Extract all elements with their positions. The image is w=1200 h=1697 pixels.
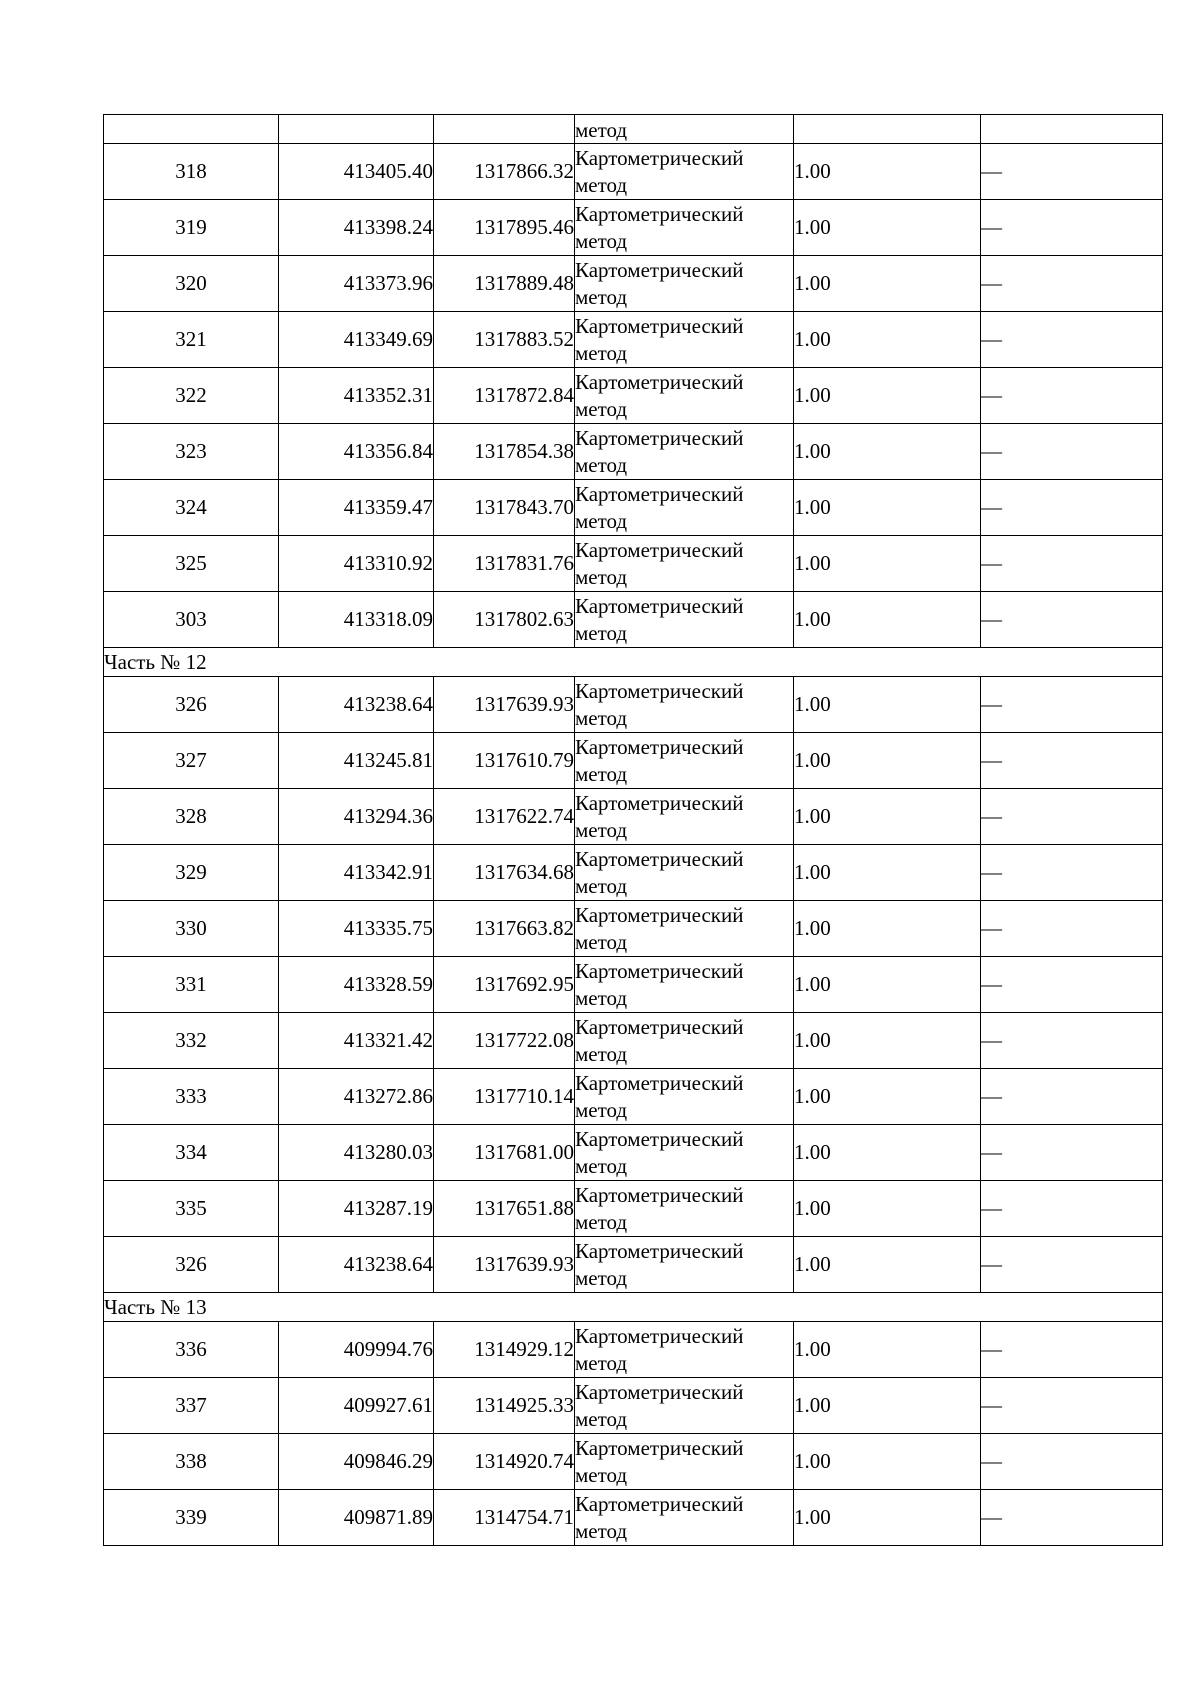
table-row <box>104 312 1163 368</box>
y-coordinate-cell: 1317889.48 <box>434 256 575 312</box>
method-cell <box>575 480 794 536</box>
accuracy-cell: 1.00 <box>794 1069 981 1125</box>
method-cell <box>575 1434 794 1490</box>
method-cell <box>575 789 794 845</box>
accuracy-cell: 1.00 <box>794 845 981 901</box>
point-number-cell: 323 <box>104 424 279 480</box>
y-coordinate-cell <box>434 115 575 144</box>
method-line-1: Картометрический <box>575 1070 744 1095</box>
method-line-2: метод <box>575 1153 628 1178</box>
method-cell <box>575 256 794 312</box>
x-coordinate-cell: 413287.19 <box>279 1181 434 1237</box>
y-coordinate-cell: 1314925.33 <box>434 1378 575 1434</box>
method-line-2: метод <box>575 508 628 533</box>
method-line-2: метод <box>575 284 628 309</box>
method-cell <box>575 144 794 200</box>
accuracy-cell: 1.00 <box>794 592 981 648</box>
accuracy-cell: 1.00 <box>794 200 981 256</box>
point-number-cell: 329 <box>104 845 279 901</box>
x-coordinate-cell: 409871.89 <box>279 1490 434 1546</box>
description-cell: — <box>981 368 1163 424</box>
table-row <box>104 1378 1163 1434</box>
description-cell: — <box>981 592 1163 648</box>
point-number-cell: 338 <box>104 1434 279 1490</box>
x-coordinate-cell: 413342.91 <box>279 845 434 901</box>
table-row <box>104 536 1163 592</box>
method-line-2: метод <box>575 929 628 954</box>
table-row <box>104 1434 1163 1490</box>
method-cell <box>575 733 794 789</box>
table-row <box>104 733 1163 789</box>
accuracy-cell: 1.00 <box>794 1490 981 1546</box>
accuracy-cell: 1.00 <box>794 144 981 200</box>
method-line-1: Картометрический <box>575 1014 744 1039</box>
method-cell <box>575 1125 794 1181</box>
point-number-cell: 331 <box>104 957 279 1013</box>
table-row <box>104 1069 1163 1125</box>
accuracy-cell: 1.00 <box>794 1434 981 1490</box>
y-coordinate-cell: 1317692.95 <box>434 957 575 1013</box>
x-coordinate-cell: 413335.75 <box>279 901 434 957</box>
description-cell: — <box>981 1125 1163 1181</box>
point-number-cell: 336 <box>104 1322 279 1378</box>
coordinates-table <box>103 114 1163 1546</box>
point-number-cell: 334 <box>104 1125 279 1181</box>
x-coordinate-cell: 409846.29 <box>279 1434 434 1490</box>
accuracy-cell: 1.00 <box>794 480 981 536</box>
accuracy-cell: 1.00 <box>794 789 981 845</box>
table-row <box>104 1237 1163 1293</box>
method-cell <box>575 1378 794 1434</box>
part-label: Часть № 13 <box>104 1293 1163 1322</box>
y-coordinate-cell: 1317710.14 <box>434 1069 575 1125</box>
y-coordinate-cell: 1317639.93 <box>434 1237 575 1293</box>
y-coordinate-cell: 1317722.08 <box>434 1013 575 1069</box>
x-coordinate-cell: 409927.61 <box>279 1378 434 1434</box>
method-cell <box>575 312 794 368</box>
y-coordinate-cell: 1314920.74 <box>434 1434 575 1490</box>
method-cell <box>575 368 794 424</box>
method-cell <box>575 424 794 480</box>
description-cell: — <box>981 480 1163 536</box>
method-line-1: Картометрический <box>575 1435 744 1460</box>
part-label: Часть № 12 <box>104 648 1163 677</box>
method-line-2: метод <box>575 340 628 365</box>
accuracy-cell: 1.00 <box>794 733 981 789</box>
description-cell: — <box>981 1490 1163 1546</box>
method-cell <box>575 677 794 733</box>
table-row <box>104 845 1163 901</box>
table-row <box>104 200 1163 256</box>
method-line-1: Картометрический <box>575 1126 744 1151</box>
x-coordinate-cell: 413321.42 <box>279 1013 434 1069</box>
y-coordinate-cell: 1317651.88 <box>434 1181 575 1237</box>
method-line-1: Картометрический <box>575 790 744 815</box>
x-coordinate-cell: 413280.03 <box>279 1125 434 1181</box>
table-row <box>104 1181 1163 1237</box>
method-line-1: Картометрический <box>575 1379 744 1404</box>
y-coordinate-cell: 1317802.63 <box>434 592 575 648</box>
y-coordinate-cell: 1317681.00 <box>434 1125 575 1181</box>
method-line-2: метод <box>575 396 628 421</box>
y-coordinate-cell: 1317883.52 <box>434 312 575 368</box>
x-coordinate-cell: 413356.84 <box>279 424 434 480</box>
table-row <box>104 677 1163 733</box>
x-coordinate-cell: 413328.59 <box>279 957 434 1013</box>
x-coordinate-cell: 413349.69 <box>279 312 434 368</box>
method-line-1: Картометрический <box>575 313 744 338</box>
point-number-cell: 318 <box>104 144 279 200</box>
x-coordinate-cell: 413272.86 <box>279 1069 434 1125</box>
point-number-cell: 322 <box>104 368 279 424</box>
method-line-1: Картометрический <box>575 257 744 282</box>
method-cell <box>575 536 794 592</box>
point-number-cell: 332 <box>104 1013 279 1069</box>
x-coordinate-cell: 413359.47 <box>279 480 434 536</box>
accuracy-cell: 1.00 <box>794 1322 981 1378</box>
point-number-cell: 330 <box>104 901 279 957</box>
description-cell: — <box>981 1434 1163 1490</box>
method-line-2: метод <box>575 705 628 730</box>
method-cell <box>575 901 794 957</box>
x-coordinate-cell: 413405.40 <box>279 144 434 200</box>
accuracy-cell: 1.00 <box>794 368 981 424</box>
method-cell <box>575 592 794 648</box>
x-coordinate-cell <box>279 115 434 144</box>
method-line-2: метод <box>575 761 628 786</box>
table-row <box>104 256 1163 312</box>
accuracy-cell: 1.00 <box>794 1013 981 1069</box>
method-line-2: метод <box>575 873 628 898</box>
y-coordinate-cell: 1317843.70 <box>434 480 575 536</box>
x-coordinate-cell: 413318.09 <box>279 592 434 648</box>
description-cell: — <box>981 536 1163 592</box>
accuracy-cell: 1.00 <box>794 1181 981 1237</box>
description-cell: — <box>981 200 1163 256</box>
method-line-2: метод <box>575 1265 628 1290</box>
description-cell: — <box>981 312 1163 368</box>
accuracy-cell <box>794 115 981 144</box>
method-line-1: Картометрический <box>575 1182 744 1207</box>
description-cell: — <box>981 1013 1163 1069</box>
method-line-2: метод <box>575 564 628 589</box>
method-line-1: Картометрический <box>575 537 744 562</box>
description-cell: — <box>981 1378 1163 1434</box>
method-line-2: метод <box>575 985 628 1010</box>
table-row <box>104 368 1163 424</box>
method-line-1: Картометрический <box>575 425 744 450</box>
x-coordinate-cell: 413238.64 <box>279 1237 434 1293</box>
method-line-2: метод <box>575 452 628 477</box>
method-line-2: метод <box>575 620 628 645</box>
description-cell: — <box>981 256 1163 312</box>
y-coordinate-cell: 1317634.68 <box>434 845 575 901</box>
accuracy-cell: 1.00 <box>794 957 981 1013</box>
method-line-1: Картометрический <box>575 593 744 618</box>
part-header-row <box>104 1293 1163 1322</box>
point-number-cell: 324 <box>104 480 279 536</box>
table-row <box>104 480 1163 536</box>
description-cell: — <box>981 733 1163 789</box>
point-number-cell: 325 <box>104 536 279 592</box>
method-line-2: метод <box>575 817 628 842</box>
description-cell: — <box>981 845 1163 901</box>
y-coordinate-cell: 1317663.82 <box>434 901 575 957</box>
method-line-1: Картометрический <box>575 201 744 226</box>
method-line-2: метод <box>575 1406 628 1431</box>
method-cell <box>575 200 794 256</box>
point-number-cell: 335 <box>104 1181 279 1237</box>
y-coordinate-cell: 1317872.84 <box>434 368 575 424</box>
accuracy-cell: 1.00 <box>794 1237 981 1293</box>
y-coordinate-cell: 1317831.76 <box>434 536 575 592</box>
x-coordinate-cell: 413352.31 <box>279 368 434 424</box>
description-cell: — <box>981 789 1163 845</box>
table-row <box>104 789 1163 845</box>
accuracy-cell: 1.00 <box>794 536 981 592</box>
method-cell <box>575 1013 794 1069</box>
point-number-cell: 320 <box>104 256 279 312</box>
point-number-cell: 321 <box>104 312 279 368</box>
x-coordinate-cell: 413398.24 <box>279 200 434 256</box>
point-number-cell: 326 <box>104 1237 279 1293</box>
method-cell: метод <box>575 115 794 144</box>
y-coordinate-cell: 1317639.93 <box>434 677 575 733</box>
method-line-1: Картометрический <box>575 846 744 871</box>
y-coordinate-cell: 1317866.32 <box>434 144 575 200</box>
point-number-cell: 303 <box>104 592 279 648</box>
description-cell: — <box>981 424 1163 480</box>
method-line-1: Картометрический <box>575 481 744 506</box>
method-cell <box>575 1237 794 1293</box>
x-coordinate-cell: 413238.64 <box>279 677 434 733</box>
method-line-2: метод <box>575 1350 628 1375</box>
accuracy-cell: 1.00 <box>794 1125 981 1181</box>
method-line-2: метод <box>575 228 628 253</box>
table-row <box>104 1322 1163 1378</box>
method-line-1: Картометрический <box>575 678 744 703</box>
point-number-cell: 333 <box>104 1069 279 1125</box>
x-coordinate-cell: 413245.81 <box>279 733 434 789</box>
y-coordinate-cell: 1317895.46 <box>434 200 575 256</box>
point-number-cell: 328 <box>104 789 279 845</box>
table-row <box>104 1490 1163 1546</box>
table-row <box>104 144 1163 200</box>
part-header-row <box>104 648 1163 677</box>
y-coordinate-cell: 1317610.79 <box>434 733 575 789</box>
method-line-2: метод <box>575 1209 628 1234</box>
table-row <box>104 592 1163 648</box>
x-coordinate-cell: 413373.96 <box>279 256 434 312</box>
table-row <box>104 1013 1163 1069</box>
method-line-1: Картометрический <box>575 1323 744 1348</box>
description-cell: — <box>981 1237 1163 1293</box>
point-number-cell: 319 <box>104 200 279 256</box>
continued-row <box>104 115 1163 144</box>
coordinates-table-body <box>104 115 1163 1546</box>
method-cell <box>575 1181 794 1237</box>
x-coordinate-cell: 409994.76 <box>279 1322 434 1378</box>
accuracy-cell: 1.00 <box>794 901 981 957</box>
method-line-2: метод <box>575 1097 628 1122</box>
method-line-1: Картометрический <box>575 369 744 394</box>
point-number-cell: 326 <box>104 677 279 733</box>
description-cell: — <box>981 1322 1163 1378</box>
accuracy-cell: 1.00 <box>794 312 981 368</box>
method-line-2: метод <box>575 1462 628 1487</box>
method-line-2: метод <box>575 1518 628 1543</box>
point-number-cell <box>104 115 279 144</box>
description-cell: — <box>981 1069 1163 1125</box>
description-cell: — <box>981 901 1163 957</box>
y-coordinate-cell: 1317622.74 <box>434 789 575 845</box>
method-line-2: метод <box>575 1041 628 1066</box>
description-cell: — <box>981 1181 1163 1237</box>
method-cell <box>575 1490 794 1546</box>
method-line-1: Картометрический <box>575 1491 744 1516</box>
table-row <box>104 424 1163 480</box>
y-coordinate-cell: 1314929.12 <box>434 1322 575 1378</box>
description-cell: — <box>981 957 1163 1013</box>
accuracy-cell: 1.00 <box>794 677 981 733</box>
method-line-1: Картометрический <box>575 145 744 170</box>
y-coordinate-cell: 1317854.38 <box>434 424 575 480</box>
y-coordinate-cell: 1314754.71 <box>434 1490 575 1546</box>
method-line-1: Картометрический <box>575 902 744 927</box>
description-cell: — <box>981 677 1163 733</box>
table-row <box>104 901 1163 957</box>
description-cell <box>981 115 1163 144</box>
method-line-1: Картометрический <box>575 734 744 759</box>
x-coordinate-cell: 413294.36 <box>279 789 434 845</box>
method-line-2: метод <box>575 172 628 197</box>
method-cell <box>575 1322 794 1378</box>
table-row <box>104 1125 1163 1181</box>
accuracy-cell: 1.00 <box>794 1378 981 1434</box>
accuracy-cell: 1.00 <box>794 256 981 312</box>
point-number-cell: 327 <box>104 733 279 789</box>
point-number-cell: 337 <box>104 1378 279 1434</box>
method-line-1: Картометрический <box>575 958 744 983</box>
method-cell <box>575 957 794 1013</box>
point-number-cell: 339 <box>104 1490 279 1546</box>
table-row <box>104 957 1163 1013</box>
accuracy-cell: 1.00 <box>794 424 981 480</box>
method-cell <box>575 1069 794 1125</box>
description-cell: — <box>981 144 1163 200</box>
method-line-1: Картометрический <box>575 1238 744 1263</box>
method-cell <box>575 845 794 901</box>
x-coordinate-cell: 413310.92 <box>279 536 434 592</box>
